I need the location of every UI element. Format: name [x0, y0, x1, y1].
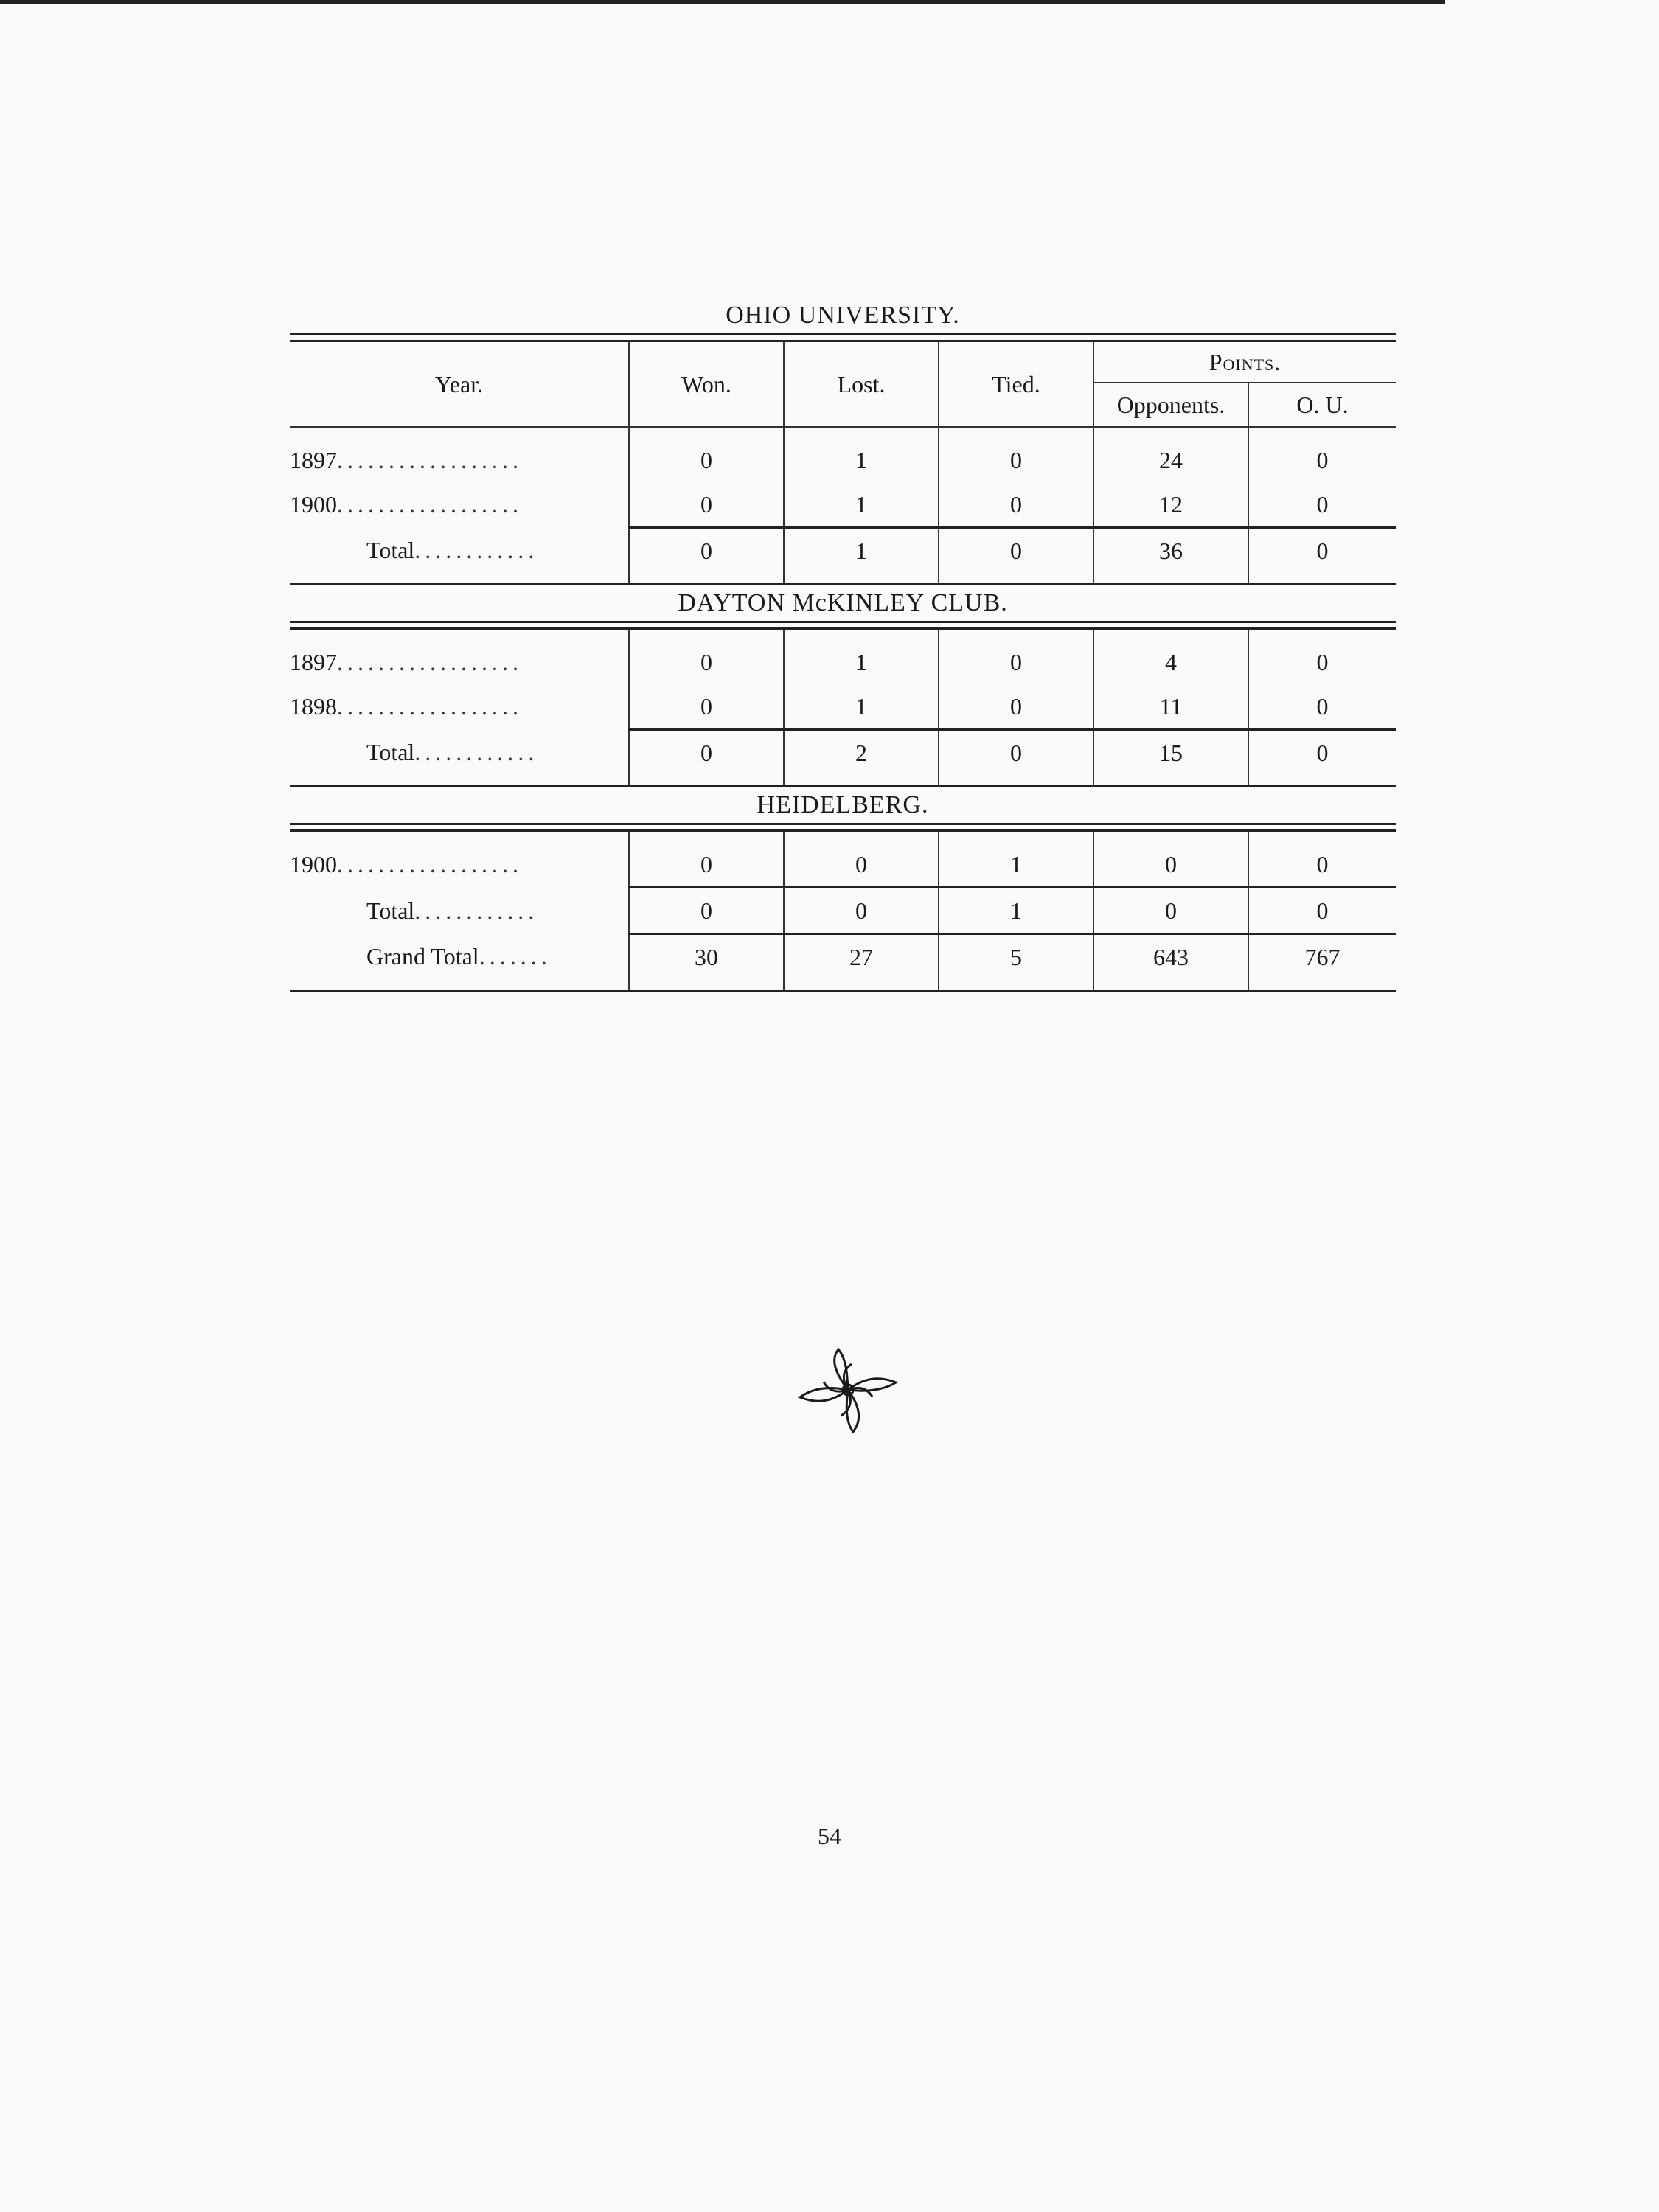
won-cell: 0 [629, 640, 784, 684]
ou-cell: 0 [1248, 438, 1396, 482]
year-cell: 1897 [290, 648, 337, 675]
won-cell: 30 [629, 934, 784, 980]
opponents-cell: 24 [1093, 438, 1248, 482]
total-row: Total............ 0 0 1 0 0 [290, 888, 1396, 934]
col-header-points: Points. [1093, 342, 1396, 383]
opponents-cell: 11 [1093, 684, 1248, 730]
section-title-heidelberg: HEIDELBERG. [757, 791, 929, 818]
lost-cell: 1 [784, 528, 939, 574]
lost-cell: 2 [784, 730, 939, 776]
lost-cell: 27 [784, 934, 939, 980]
lost-cell: 1 [784, 684, 939, 730]
section-title-ohio-university: OHIO UNIVERSITY. [726, 302, 960, 329]
year-cell: 1900 [290, 491, 337, 518]
tied-cell: 1 [939, 888, 1093, 934]
lost-cell: 0 [784, 842, 939, 888]
tied-cell: 0 [939, 730, 1093, 776]
lost-cell: 1 [784, 482, 939, 528]
tied-cell: 0 [939, 528, 1093, 574]
ou-cell: 0 [1248, 528, 1396, 574]
won-cell: 0 [629, 730, 784, 776]
col-header-opponents: Opponents. [1093, 383, 1248, 427]
floral-ornament-icon [793, 1342, 903, 1438]
ou-cell: 0 [1248, 640, 1396, 684]
tied-cell: 0 [939, 438, 1093, 482]
won-cell: 0 [629, 842, 784, 888]
won-cell: 0 [629, 438, 784, 482]
opponents-cell: 0 [1093, 888, 1248, 934]
records-table [290, 298, 1396, 992]
col-header-tied: Tied. [939, 342, 1093, 427]
tied-cell: 0 [939, 482, 1093, 528]
ou-cell: 0 [1248, 888, 1396, 934]
opponents-cell: 0 [1093, 842, 1248, 888]
won-cell: 0 [629, 528, 784, 574]
grand-total-row: Grand Total....... 30 27 5 643 767 [290, 934, 1396, 980]
total-label: Total [366, 536, 415, 563]
lost-cell: 0 [784, 888, 939, 934]
year-cell: 1897 [290, 446, 337, 473]
opponents-cell: 36 [1093, 528, 1248, 574]
opponents-cell: 15 [1093, 730, 1248, 776]
table-header-and-ohio [290, 342, 1396, 583]
table-heidelberg [290, 832, 1396, 990]
won-cell: 0 [629, 684, 784, 730]
table-row: 1900.................. 0 1 0 12 0 [290, 482, 1396, 528]
total-row: Total............ 0 2 0 15 0 [290, 730, 1396, 776]
page-number: 54 [818, 1823, 841, 1849]
col-header-lost: Lost. [784, 342, 939, 427]
opponents-cell: 12 [1093, 482, 1248, 528]
ou-cell: 0 [1248, 842, 1396, 888]
table-dayton [290, 630, 1396, 785]
col-header-ou: O. U. [1248, 383, 1396, 427]
double-rule [290, 333, 1396, 342]
total-row: Total............ 0 1 0 36 0 [290, 528, 1396, 574]
ou-cell: 0 [1248, 684, 1396, 730]
won-cell: 0 [629, 888, 784, 934]
lost-cell: 1 [784, 640, 939, 684]
col-header-year: Year. [434, 370, 484, 397]
table-row: 1897.................. 0 1 0 4 0 [290, 640, 1396, 684]
total-label: Total [366, 738, 415, 765]
won-cell: 0 [629, 482, 784, 528]
section-title-dayton: DAYTON McKINLEY CLUB. [678, 589, 1008, 616]
table-row: 1898.................. 0 1 0 11 0 [290, 684, 1396, 730]
tied-cell: 5 [939, 934, 1093, 980]
opponents-cell: 643 [1093, 934, 1248, 980]
lost-cell: 1 [784, 438, 939, 482]
double-rule [290, 823, 1396, 832]
col-header-won: Won. [629, 342, 784, 427]
ou-cell: 0 [1248, 482, 1396, 528]
ou-cell: 0 [1248, 730, 1396, 776]
grand-total-label: Grand Total [366, 942, 479, 970]
total-label: Total [366, 897, 415, 924]
year-cell: 1900 [290, 851, 337, 878]
tied-cell: 1 [939, 842, 1093, 888]
ou-cell: 767 [1248, 934, 1396, 980]
table-bottom-rule [290, 990, 1396, 992]
opponents-cell: 4 [1093, 640, 1248, 684]
year-cell: 1898 [290, 693, 337, 720]
tied-cell: 0 [939, 684, 1093, 730]
double-rule [290, 621, 1396, 630]
tied-cell: 0 [939, 640, 1093, 684]
table-row: 1900.................. 0 0 1 0 0 [290, 842, 1396, 888]
top-edge-rule [0, 0, 1445, 4]
table-row: 1897.................. 0 1 0 24 0 [290, 438, 1396, 482]
